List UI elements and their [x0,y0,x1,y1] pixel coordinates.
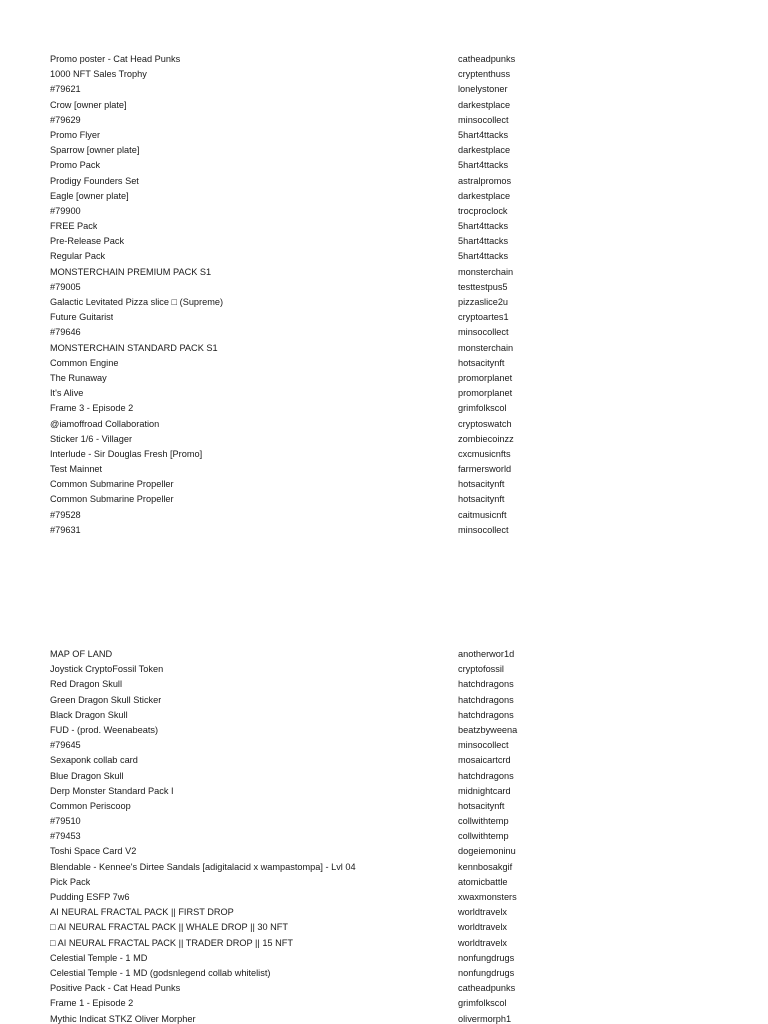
listing-row [50,523,730,538]
listing-row [50,219,730,234]
owner-account: xwaxmonsters [458,892,517,902]
item-name: Blue Dragon Skull [50,770,124,781]
item-name: Green Dragon Skull Sticker [50,694,162,705]
owner-account: nonfungdrugs [458,967,515,978]
listing-row [50,844,730,859]
listing-row [50,951,730,966]
item-name: @iamoffroad Collaboration [50,418,160,429]
item-name: Prodigy Founders Set [50,175,139,186]
item-name: Derp Monster Standard Pack I [50,785,174,796]
listing-row [50,920,730,935]
item-name: Crow [owner plate] [50,99,127,110]
owner-account: monsterchain [458,266,514,277]
item-name: Promo Pack [50,160,101,171]
item-name: □ AI NEURAL FRACTAL PACK || WHALE DROP || 30 NFT [50,922,289,933]
owner-account: hotsacitynft [458,357,505,368]
listing-row [50,447,730,462]
owner-account: collwithtemp [458,831,509,842]
owner-account: astralpromos [458,175,512,186]
listing-row [50,82,730,97]
listing-row [50,143,730,158]
owner-account: dogeiemoninu [458,846,516,857]
listing-row [50,128,730,143]
item-name: Celestial Temple - 1 MD (godsnlegend collab whitelist) [50,967,271,978]
owner-account: testtestpus5 [458,281,508,292]
listing-row [50,310,730,325]
owner-account: cryptoswatch [458,418,512,429]
listing-row [50,174,730,189]
listing-row [50,371,730,386]
owner-account: hatchdragons [458,709,514,720]
item-name: Common Submarine Propeller [50,494,174,505]
listing-row [50,386,730,401]
owner-account: hatchdragons [458,679,514,690]
listing-row [50,829,730,844]
owner-account: catheadpunks [458,54,516,64]
listing-row [50,249,730,264]
listing-row [50,52,730,67]
listing-block-1 [50,52,730,538]
item-name: Red Dragon Skull [50,679,123,690]
item-name: #79645 [50,740,81,751]
listing-row [50,753,730,768]
item-name: Interlude - Sir Douglas Fresh [Promo] [50,448,203,459]
item-name: MONSTERCHAIN STANDARD PACK S1 [50,342,218,353]
item-name: #79453 [50,831,81,842]
listing-row [50,113,730,128]
item-name: Joystick CryptoFossil Token [50,664,164,675]
item-name: #79528 [50,509,81,520]
listing-row [50,492,730,507]
listing-row [50,325,730,340]
owner-account: cryptenthuss [458,69,511,80]
listing-row [50,204,730,219]
listing-row [50,723,730,738]
owner-account: catheadpunks [458,983,516,994]
listing-row [50,189,730,204]
item-name: #79631 [50,524,81,535]
owner-account: grimfolkscol [458,998,507,1009]
item-name: Common Submarine Propeller [50,479,174,490]
listing-row [50,966,730,981]
owner-account: zombiecoinzz [458,433,514,444]
item-name: #79900 [50,205,81,216]
item-name: Regular Pack [50,251,106,262]
listing-row [50,508,730,523]
listing-row [50,158,730,173]
owner-account: promorplanet [458,372,513,383]
item-name: Sticker 1/6 - Villager [50,433,133,444]
owner-account: minsocollect [458,740,509,751]
item-name: Test Mainnet [50,464,103,475]
listing-row [50,860,730,875]
owner-account: atomicbattle [458,876,508,887]
item-name: Blendable - Kennee's Dirtee Sandals [adigitalacid x wampastompa] - Lvl 04 [50,861,356,872]
listing-row [50,890,730,905]
owner-account: 5hart4ttacks [458,160,509,171]
listing-row [50,769,730,784]
item-name: Pre-Release Pack [50,236,125,247]
owner-account: 5hart4ttacks [458,251,509,262]
item-name: Pudding ESFP 7w6 [50,892,130,902]
item-name: Common Engine [50,357,119,368]
listing-row [50,477,730,492]
owner-account: minsocollect [458,327,509,338]
listing-row [50,677,730,692]
listing-block-2 [50,647,730,1024]
item-name: #79646 [50,327,81,338]
listing-row [50,280,730,295]
owner-account: darkestplace [458,145,511,156]
item-name: Pick Pack [50,876,91,887]
owner-account: kennbosakgif [458,861,513,872]
item-name: #79621 [50,84,81,95]
item-name: Mythic Indicat STKZ Oliver Morpher [50,1013,196,1024]
item-name: Sexaponk collab card [50,755,138,766]
item-name: Celestial Temple - 1 MD [50,952,148,963]
listing-row [50,356,730,371]
item-name: Positive Pack - Cat Head Punks [50,983,181,994]
item-name: Promo poster - Cat Head Punks [50,54,181,64]
owner-account: minsocollect [458,114,509,125]
item-name: #79629 [50,114,81,125]
owner-account: farmersworld [458,464,512,475]
listing-row [50,417,730,432]
owner-account: worldtravelx [458,922,508,933]
item-name: FREE Pack [50,221,98,232]
item-name: MAP OF LAND [50,649,113,659]
owner-account: 5hart4ttacks [458,129,509,140]
item-name: AI NEURAL FRACTAL PACK || FIRST DROP [50,907,234,918]
owner-account: promorplanet [458,388,513,399]
listing-row [50,693,730,708]
listing-row [50,905,730,920]
listing-row [50,295,730,310]
listing-row [50,462,730,477]
item-name: Frame 3 - Episode 2 [50,403,134,414]
item-name: FUD - (prod. Weenabeats) [50,724,159,735]
owner-account: cryptoartes1 [458,312,509,323]
item-name: The Runaway [50,372,107,383]
owner-account: hotsacitynft [458,494,505,505]
item-name: Sparrow [owner plate] [50,145,140,156]
listing-row [50,936,730,951]
owner-account: collwithtemp [458,816,509,827]
item-name: It's Alive [50,388,84,399]
owner-account: darkestplace [458,190,511,201]
owner-account: 5hart4ttacks [458,221,509,232]
item-name: 1000 NFT Sales Trophy [50,69,147,80]
listing-row [50,234,730,249]
listing-row [50,738,730,753]
owner-account: hatchdragons [458,770,514,781]
owner-account: 5hart4ttacks [458,236,509,247]
owner-account: olivermorph1 [458,1013,512,1024]
owner-account: monsterchain [458,342,514,353]
listing-row [50,98,730,113]
owner-account: pizzaslice2u [458,297,509,307]
owner-account: cxcmusicnfts [458,448,511,459]
item-name: Black Dragon Skull [50,709,128,720]
owner-account: anotherwor1d [458,649,515,659]
owner-account: trocproclock [458,205,508,216]
listing-row [50,265,730,280]
item-name: Promo Flyer [50,129,101,140]
owner-account: mosaicartcrd [458,755,511,766]
listing-row [50,401,730,416]
item-name: Common Periscoop [50,800,131,811]
owner-account: darkestplace [458,99,511,110]
listing-row [50,981,730,996]
listing-row [50,875,730,890]
listing-row [50,67,730,82]
item-name: Toshi Space Card V2 [50,846,137,857]
owner-account: worldtravelx [458,937,508,948]
listing-row [50,708,730,723]
owner-account: hotsacitynft [458,479,505,490]
owner-account: beatzbyweena [458,724,518,735]
item-name: Galactic Levitated Pizza slice □ (Supreme) [50,297,224,307]
listing-row [50,784,730,799]
item-name: #79510 [50,816,81,827]
item-name: Eagle [owner plate] [50,190,129,201]
listing-row [50,814,730,829]
owner-account: grimfolkscol [458,403,507,414]
owner-account: hatchdragons [458,694,514,705]
owner-account: worldtravelx [458,907,508,918]
item-name: #79005 [50,281,81,292]
owner-account: nonfungdrugs [458,952,515,963]
listing-row [50,996,730,1011]
item-name: Future Guitarist [50,312,114,323]
listing-row [50,432,730,447]
listing-row [50,1012,730,1024]
listing-row [50,662,730,677]
owner-account: hotsacitynft [458,800,505,811]
owner-account: cryptofossil [458,664,504,675]
owner-account: caitmusicnft [458,509,507,520]
owner-account: minsocollect [458,524,509,535]
owner-account: lonelystoner [458,84,508,95]
item-name: MONSTERCHAIN PREMIUM PACK S1 [50,266,212,277]
listing-row [50,799,730,814]
item-name: □ AI NEURAL FRACTAL PACK || TRADER DROP || 15 NFT [50,937,293,948]
owner-account: midnightcard [458,785,511,796]
item-name: Frame 1 - Episode 2 [50,998,134,1009]
listing-row [50,341,730,356]
listing-row [50,647,730,662]
